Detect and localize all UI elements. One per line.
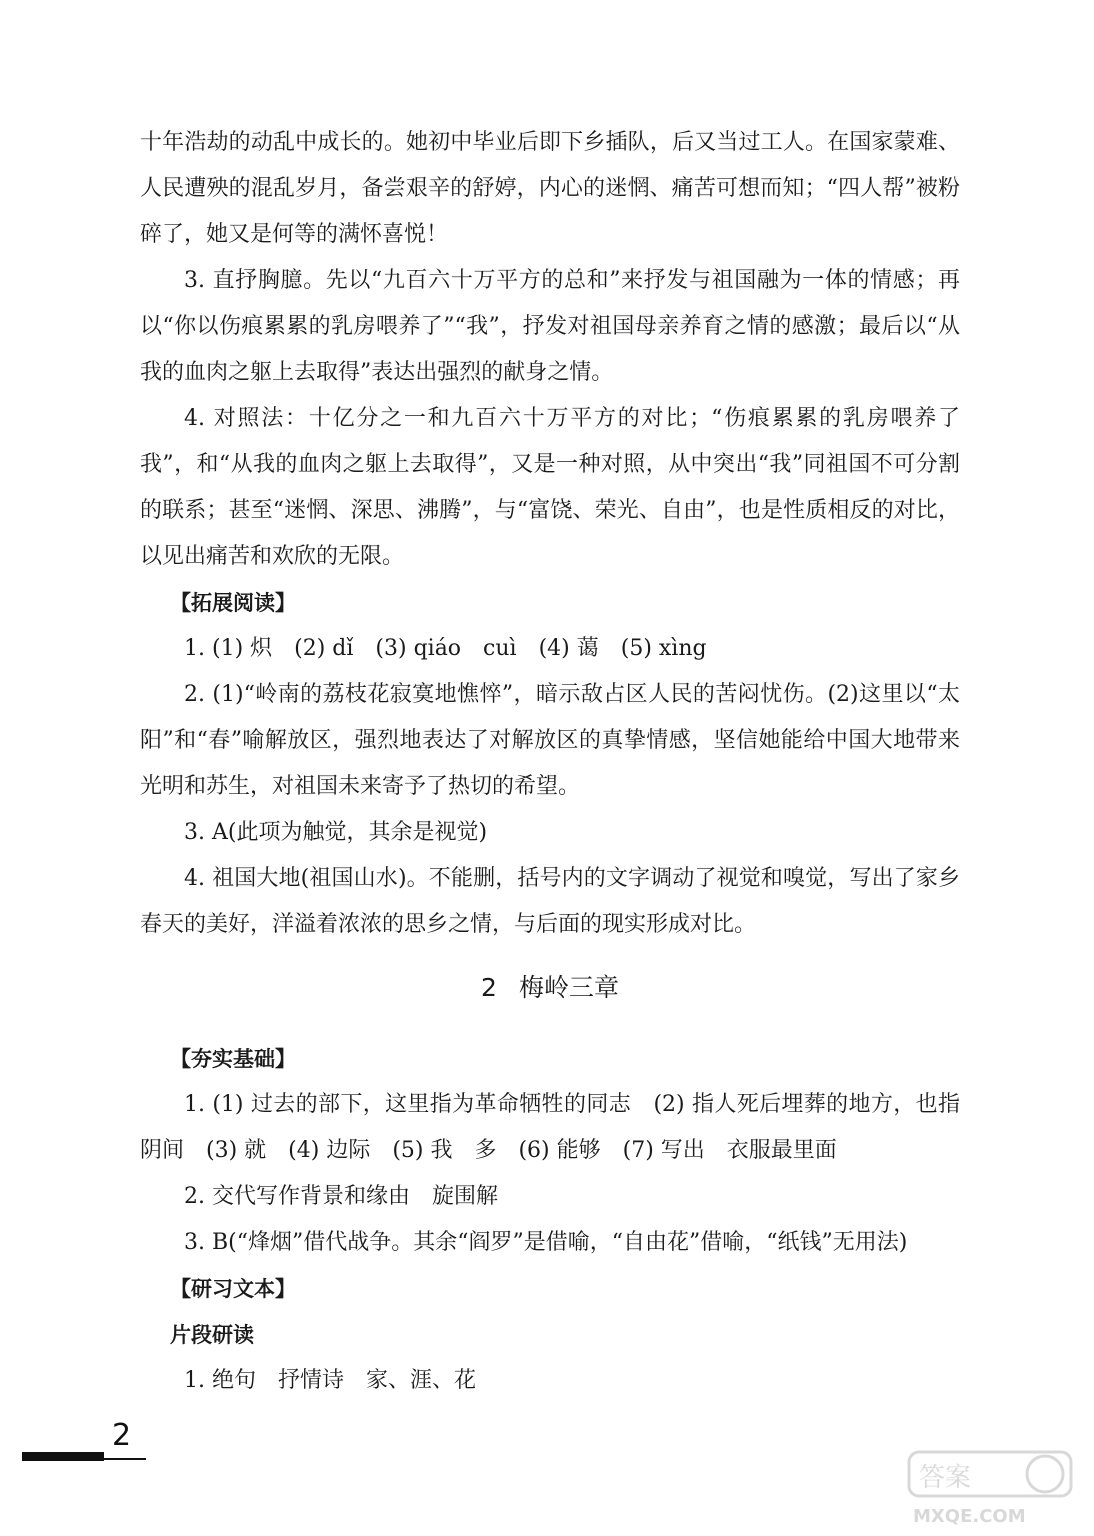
- extended-reading-item-2: 2. (1)“岭南的荔枝花寂寞地憔悴”，暗示敌占区人民的苦闷忧伤。(2)这里以“太阳”和“春”喻解放区，强烈地表达了对解放区的真挚情感，坚信她能给中国大地带来光明和苏生，对祖国未来寄予了热切的希望。: [140, 682, 960, 799]
- section-heading-foundation: 【夯实基础】: [170, 1047, 296, 1071]
- intro-paragraph-2: 3. 直抒胸臆。先以“九百六十万平方的总和”来抒发与祖国融为一体的情感；再以“你以伤痕累累的乳房喂养了”“我”，抒发对祖国母亲养育之情的感激；最后以“从我的血肉之躯上去取得”表达出强烈的献身之情。: [140, 268, 960, 385]
- watermark-logo: [905, 1448, 1075, 1528]
- foundation-item-1: 1. (1) 过去的部下，这里指为革命牺牲的同志 (2) 指人死后埋葬的地方，也指阴间 (3) 就 (4) 边际 (5) 我 多 (6) 能够 (7) 写出 衣服最里面: [140, 1092, 960, 1163]
- chapter-number: 2: [481, 973, 497, 1002]
- intro-paragraph-3: 4. 对照法：十亿分之一和九百六十万平方的对比；“伤痕累累的乳房喂养了我”，和“从我的血肉之躯上去取得”，又是一种对照，从中突出“我”同祖国不可分割的联系；甚至“迷惘、深思、沸腾”，与“富饶、荣光、自由”，也是性质相反的对比，以见出痛苦和欢欣的无限。: [140, 406, 960, 569]
- extended-reading-item-1: 1. (1) 炽 (2) dǐ (3) qiáo cuì (4) 蔼 (5) xìng: [184, 636, 707, 661]
- footer-rule: [22, 1458, 146, 1460]
- section-heading-extended-reading: 【拓展阅读】: [170, 591, 296, 615]
- chapter-name: 梅岭三章: [518, 973, 619, 1002]
- svg-text:答案: 答案: [919, 1463, 972, 1493]
- svg-text:MXQE.COM: MXQE.COM: [913, 1506, 1026, 1527]
- subheading-passage-study: 片段研读: [170, 1323, 254, 1347]
- page-content: [140, 120, 960, 1404]
- section-heading-text-study: 【研习文本】: [170, 1277, 296, 1301]
- chapter-title: [140, 958, 960, 1018]
- foundation-item-2: 2. 交代写作背景和缘由 旋围解: [184, 1184, 498, 1209]
- intro-paragraph-1: 十年浩劫的动乱中成长的。她初中毕业后即下乡插队，后又当过工人。在国家蒙难、人民遭殃的混乱岁月，备尝艰辛的舒婷，内心的迷惘、痛苦可想而知；“四人帮”被粉碎了，她又是何等的满怀喜悦！: [140, 130, 960, 247]
- extended-reading-item-3: 3. A(此项为触觉，其余是视觉): [184, 820, 488, 845]
- text-study-item-1: 1. 绝句 抒情诗 家、涯、花: [184, 1368, 476, 1393]
- page-number: 2: [112, 1418, 132, 1453]
- extended-reading-item-4: 4. 祖国大地(祖国山水)。不能删，括号内的文字调动了视觉和嗅觉，写出了家乡春天的美好，洋溢着浓浓的思乡之情，与后面的现实形成对比。: [140, 866, 960, 937]
- foundation-item-3: 3. B(“烽烟”借代战争。其余“阎罗”是借喻，“自由花”借喻，“纸钱”无用法): [184, 1230, 908, 1255]
